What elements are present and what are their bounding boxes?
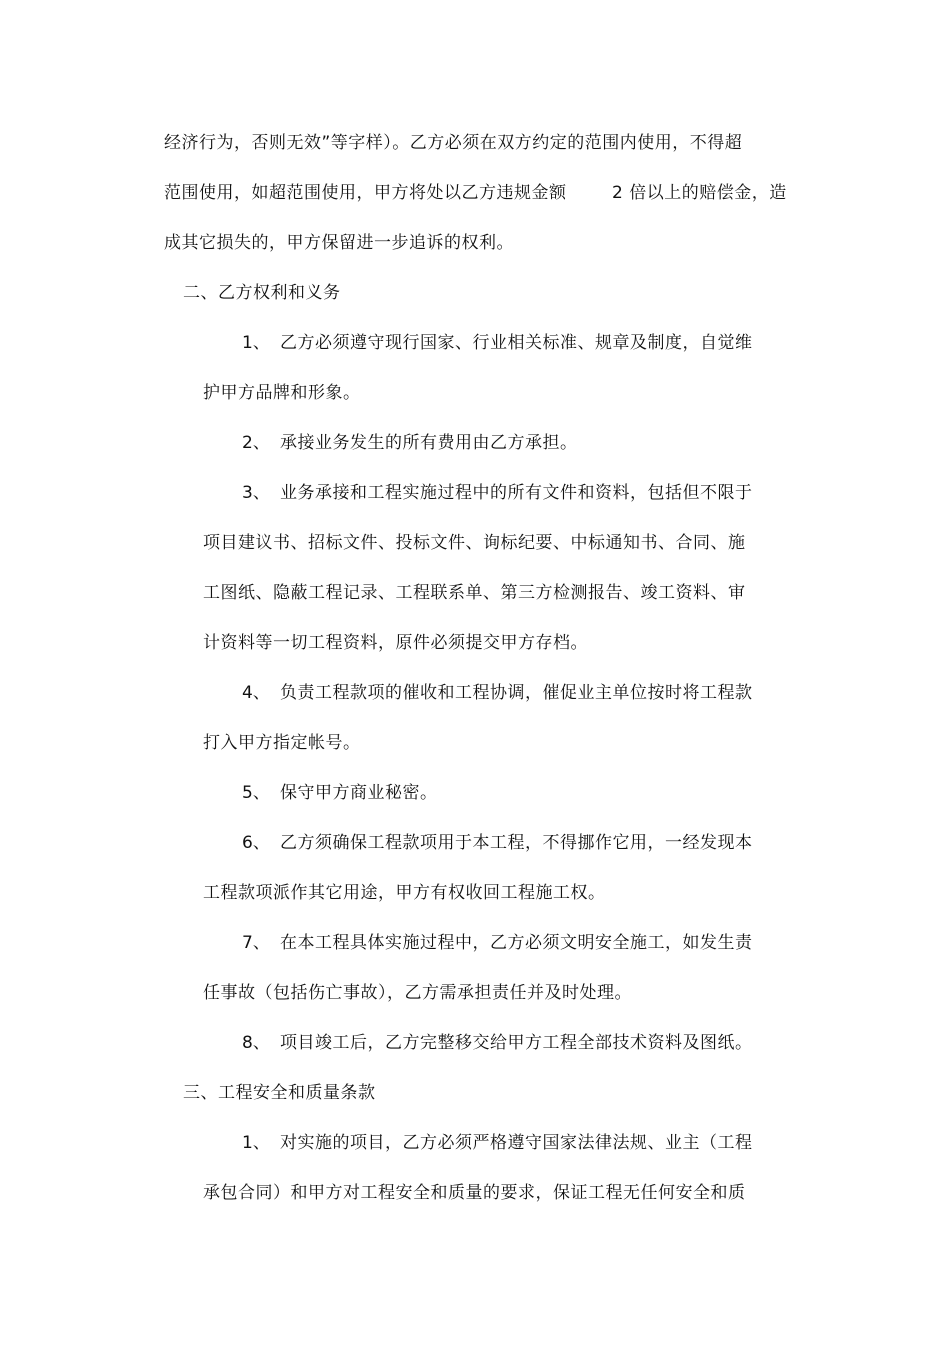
- item-line: 工图纸、隐蔽工程记录、工程联系单、第三方检测报告、竣工资料、审: [203, 583, 746, 603]
- section-heading: 二、乙方权利和义务: [183, 283, 341, 303]
- paragraph-line: 2 倍以上的赔偿金，造: [612, 183, 787, 203]
- item-number: 5、: [242, 783, 270, 803]
- item-line: 任事故（包括伤亡事故），乙方需承担责任并及时处理。: [203, 983, 632, 1003]
- item-number: 1、: [242, 333, 270, 353]
- section-heading: 三、工程安全和质量条款: [183, 1083, 376, 1103]
- item-line: 项目竣工后，乙方完整移交给甲方工程全部技术资料及图纸。: [280, 1033, 753, 1053]
- item-number: 4、: [242, 683, 270, 703]
- item-line: 在本工程具体实施过程中，乙方必须文明安全施工，如发生责: [280, 933, 753, 953]
- item-line: 业务承接和工程实施过程中的所有文件和资料，包括但不限于: [280, 483, 753, 503]
- item-number: 7、: [242, 933, 270, 953]
- paragraph-line: 范围使用，如超范围使用，甲方将处以乙方违规金额: [164, 183, 567, 203]
- item-number: 1、: [242, 1133, 270, 1153]
- item-line: 承接业务发生的所有费用由乙方承担。: [280, 433, 578, 453]
- item-line: 负责工程款项的催收和工程协调，催促业主单位按时将工程款: [280, 683, 753, 703]
- paragraph-line: 经济行为，否则无效”等字样）。乙方必须在双方约定的范围内使用，不得超: [164, 133, 743, 153]
- item-line: 乙方须确保工程款项用于本工程，不得挪作它用，一经发现本: [280, 833, 753, 853]
- item-line: 护甲方品牌和形象。: [203, 383, 361, 403]
- item-line: 对实施的项目，乙方必须严格遵守国家法律法规、业主（工程: [280, 1133, 753, 1153]
- item-number: 3、: [242, 483, 270, 503]
- item-line: 工程款项派作其它用途，甲方有权收回工程施工权。: [203, 883, 606, 903]
- item-line: 保守甲方商业秘密。: [280, 783, 438, 803]
- item-number: 6、: [242, 833, 270, 853]
- item-number: 2、: [242, 433, 270, 453]
- item-line: 打入甲方指定帐号。: [203, 733, 361, 753]
- item-number: 8、: [242, 1033, 270, 1053]
- item-line: 项目建议书、招标文件、投标文件、询标纪要、中标通知书、合同、施: [203, 533, 746, 553]
- item-line: 承包合同）和甲方对工程安全和质量的要求，保证工程无任何安全和质: [203, 1183, 746, 1203]
- paragraph-line: 成其它损失的，甲方保留进一步追诉的权利。: [164, 233, 514, 253]
- item-line: 乙方必须遵守现行国家、行业相关标准、规章及制度，自觉维: [280, 333, 753, 353]
- item-line: 计资料等一切工程资料，原件必须提交甲方存档。: [203, 633, 588, 653]
